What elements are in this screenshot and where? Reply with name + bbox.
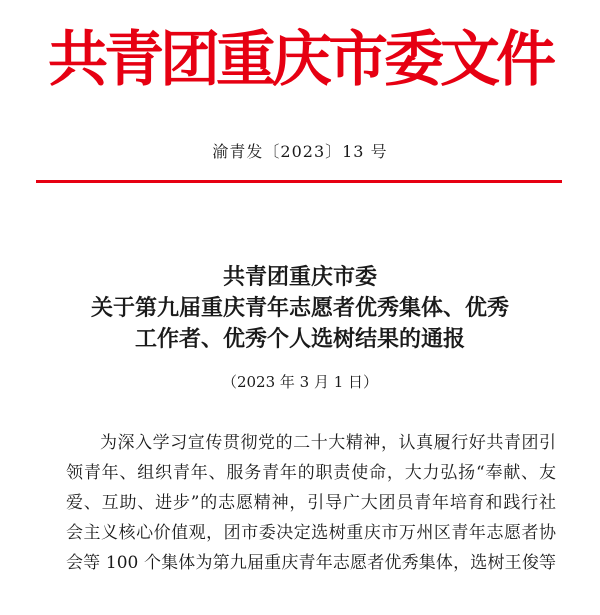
body-paragraph xyxy=(66,428,556,578)
body-line: 为深入学习宣传贯彻党的二十大精神，认真履行好共青团引 xyxy=(100,433,556,453)
title-line-subject-2: 工作者、优秀个人选树结果的通报 xyxy=(134,326,465,352)
document-date: （2023 年 3 月 1 日） xyxy=(221,373,379,391)
document-number: 渝青发〔2023〕13 号 xyxy=(212,142,388,161)
document-title xyxy=(0,262,600,355)
title-line-issuer: 共青团重庆市委 xyxy=(222,264,377,290)
red-divider-line xyxy=(36,180,562,183)
body-line: 领青年、组织青年、服务青年的职责使命，大力弘扬“奉献、友 xyxy=(66,463,556,483)
body-line: 会等 100 个集体为第九届重庆青年志愿者优秀集体，选树王俊等 xyxy=(66,553,556,573)
document-masthead: 共青团重庆市委文件 xyxy=(48,25,552,95)
body-line: 会主义核心价值观，团市委决定选树重庆市万州区青年志愿者协 xyxy=(66,523,556,543)
body-line: 爱、互助、进步”的志愿精神，引导广大团员青年培育和践行社 xyxy=(66,493,556,513)
title-line-subject-1: 关于第九届重庆青年志愿者优秀集体、优秀 xyxy=(90,295,509,321)
